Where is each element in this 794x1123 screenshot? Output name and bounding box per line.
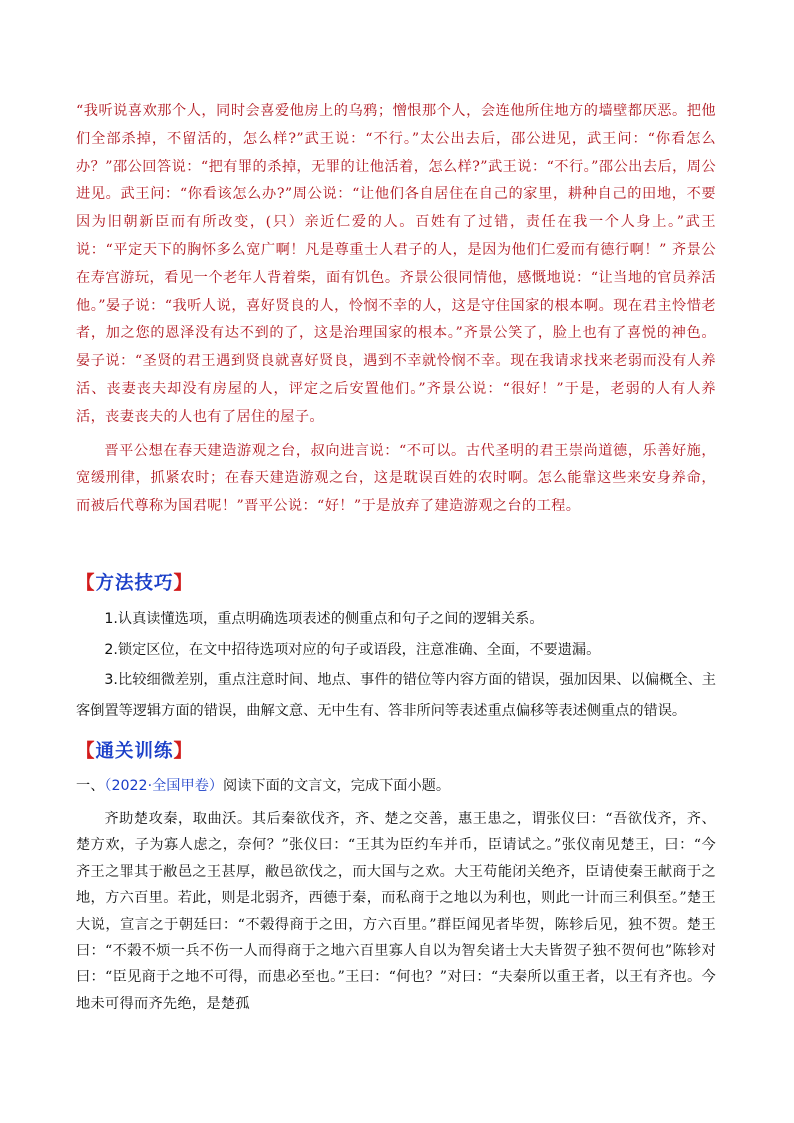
heading-bracket-left: 【: [76, 573, 96, 594]
question-number: 一、: [76, 778, 105, 794]
method-list: [76, 604, 716, 726]
heading-bracket-right: 】: [173, 741, 194, 762]
method-section-heading: [76, 569, 193, 595]
translation-block: [76, 98, 716, 521]
translation-paragraph-2: 晋平公想在春天建造游观之台，叔向进言说：“不可以。古代圣明的君王崇尚道德，乐善好施，宽缓刑律，抓紧农时；在春天建造游观之台，这是耽误百姓的农时啊。怎么能靠这些来安身养命，而被后代尊称为国君呢！”晋平公说：“好！”于是放弃了建造游观之台的工程。: [76, 442, 716, 515]
heading-bracket-right: 】: [173, 573, 194, 594]
training-section-heading: [76, 737, 193, 763]
question-intro: [76, 774, 716, 798]
method-section-title: 方法技巧: [95, 573, 174, 594]
translation-paragraph-1: “我听说喜欢那个人，同时会喜爱他房上的乌鸦；憎恨那个人，会连他所住地方的墙壁都厌恶。把他们全部杀掉，不留活的，怎么样?”武王说：“不行。”太公出去后，邵公进见，武王问：“你看怎么办？”邵公回答说：“把有罪的杀掉，无罪的让他活着，怎么样?”武王说：“不行。”邵公出去后，周公进见。武王问：“你看该怎么办?”周公说：“让他们各自居住在自己的家里，耕种自己的田地，不要因为旧朝新臣而有所改变，(只）亲近仁爱的人。百姓有了过错，责任在我一个人身上。”武王说：“平定天下的胸怀多么宽广啊！凡是尊重士人君子的人，是因为他们仁爱而有德行啊！” 齐景公在寿宫游玩，看见一个老年人背着柴，面有饥色。齐景公很同情他，感慨地说：“让当地的官员养活他。”晏子说：“我听人说，喜好贤良的人，怜悯不幸的人，这是守住国家的根本啊。现在君主怜惜老者，加之您的恩泽没有达不到的了，这是治理国家的根本。”齐景公笑了，脸上也有了喜悦的神色。晏子说：“圣贤的君王遇到贤良就喜好贤良，遇到不幸就怜悯不幸。现在我请求找来老弱而没有人养活、丧妻丧夫却没有房屋的人，评定之后安置他们。”齐景公说：“很好！”于是，老弱的人有人养活，丧妻丧夫的人也有了居住的屋子。: [76, 103, 716, 425]
method-item-3: 3.比较细微差别，重点注意时间、地点、事件的错位等内容方面的错误，强加因果、以偏概全、主客倒置等逻辑方面的错误，曲解文意、无中生有、答非所问等表述重点偏移等表述侧重点的错误。: [76, 672, 716, 719]
question-instruction: 阅读下面的文言文，完成下面小题。: [223, 778, 451, 794]
method-item-1: 1.认真读懂选项，重点明确选项表述的侧重点和句子之间的逻辑关系。: [104, 611, 544, 627]
question-source: （2022·全国甲卷）: [104, 778, 224, 794]
heading-bracket-left: 【: [76, 741, 96, 762]
classical-passage: 齐助楚攻秦，取曲沃。其后秦欲伐齐，齐、楚之交善，惠王患之，谓张仪曰：“吾欲伐齐，齐、楚方欢，子为寡人虑之，奈何？”张仪曰：“王其为臣约车并币，臣请试之。”张仪南见楚王，曰：“今齐王之罪其于敝邑之王甚厚，敝邑欲伐之，而大国与之欢。大王苟能闭关绝齐，臣请使秦王献商于之地，方六百里。若此，则是北弱齐，西德于秦，而私商于之地以为利也，则此一计而三利俱至。”楚王大说，宣言之于朝廷曰：“不榖得商于之田，方六百里。”群臣闻见者毕贺，陈轸后见，独不贺。楚王曰：“不榖不烦一兵不伤一人而得商于之地六百里寡人自以为智矣诸士大夫皆贺子独不贺何也”陈轸对曰：“臣见商于之地不可得，而患必至也。”王曰：“何也？”对曰：“夫秦所以重王者，以王有齐也。今地未可得而齐先绝，是楚孤: [76, 811, 716, 1012]
method-item-2: 2.锁定区位，在文中招待选项对应的句子或语段，注意准确、全面，不要遗漏。: [104, 641, 601, 658]
training-section-title: 通关训练: [95, 741, 174, 762]
